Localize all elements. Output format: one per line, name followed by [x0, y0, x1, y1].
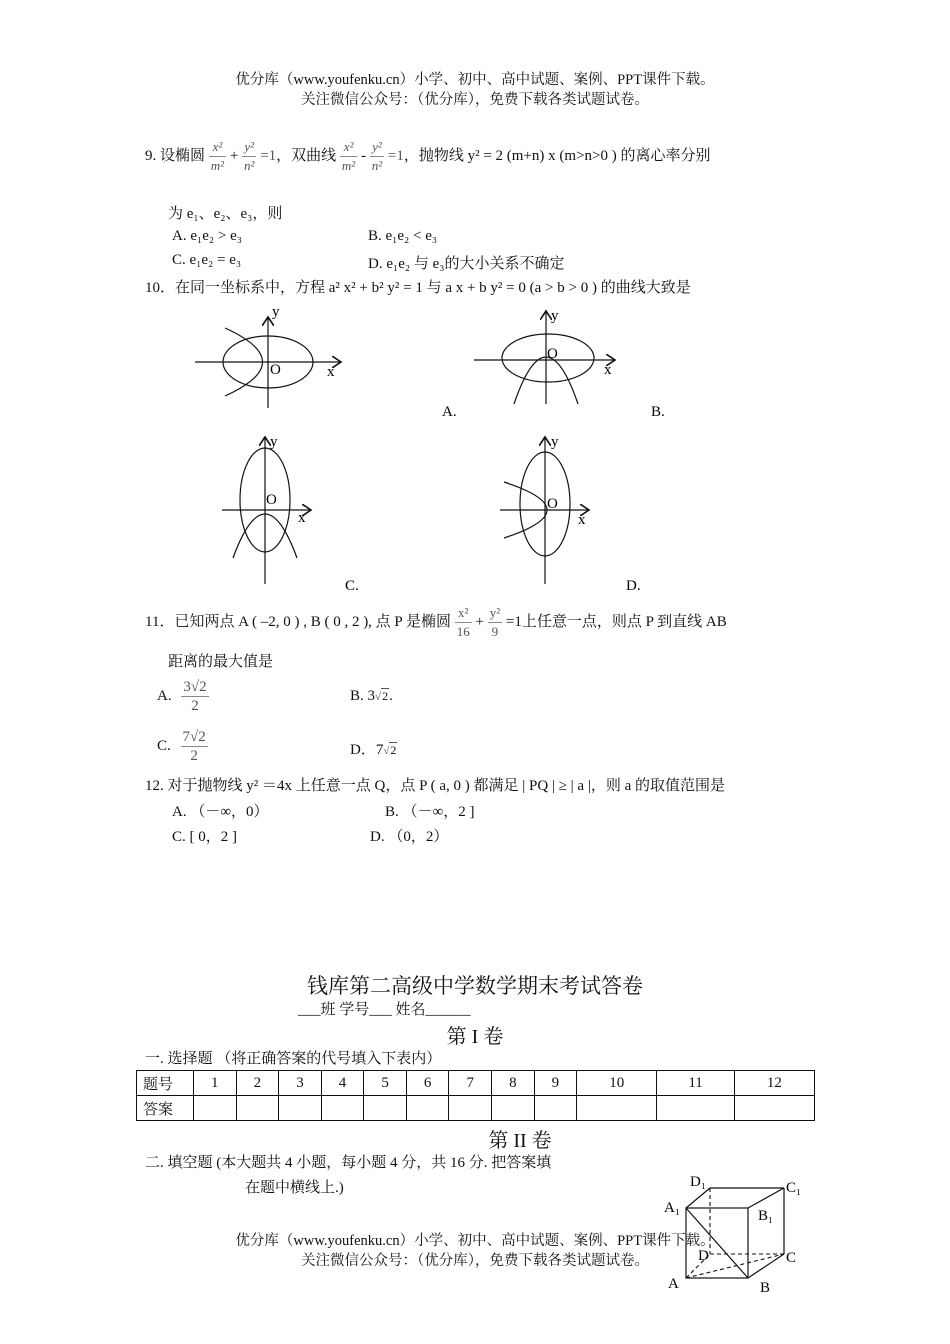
table-cell: 7	[449, 1071, 492, 1096]
q11-eq: =1	[505, 613, 522, 630]
q10-b-x-label: x	[604, 362, 612, 378]
q11-f1-den: 16	[456, 624, 470, 639]
q9-f2-den: n²	[244, 158, 255, 173]
cube-label-b1: B₁	[758, 1208, 774, 1224]
q11-option-a	[157, 678, 209, 715]
q10-c-x-label: x	[298, 510, 306, 526]
q9-minus: -	[360, 147, 366, 164]
answer-cell[interactable]	[734, 1096, 814, 1121]
table-cell: 1	[194, 1071, 237, 1096]
q12-option-b: B. （－∞，2 ]	[385, 804, 475, 820]
q10-a-y-label: y	[272, 304, 280, 320]
q10-d-origin: O	[547, 496, 558, 512]
q10-a-origin: O	[270, 362, 281, 378]
part-1-heading: 第 I 卷	[446, 1026, 504, 1048]
table-cell: 10	[577, 1071, 657, 1096]
q10-label-a: A.	[442, 404, 457, 420]
table-cell: 4	[321, 1071, 364, 1096]
answer-sheet-info: ___班 学号___ 姓名______	[298, 1002, 471, 1018]
q11-a-fraction	[181, 678, 208, 715]
q9-fraction-3	[340, 138, 357, 175]
q9-fraction-4	[370, 138, 384, 175]
q10-b-origin: O	[547, 346, 558, 362]
q9-option-d: D. e₁e₂ 与 e₃的大小关系不确定	[368, 256, 565, 272]
q11-text: 11．已知两点 A ( –2, 0 ) , B ( 0 , 2 ), 点 P 是椭圆	[145, 613, 451, 630]
q9-fraction-2	[242, 138, 256, 175]
q9-option-b: B. e₁e₂ < e₃	[368, 228, 438, 244]
q11-d-radicand: 2	[390, 743, 397, 757]
answer-cell[interactable]	[364, 1096, 407, 1121]
row-label-answer: 答案	[137, 1096, 194, 1121]
q10-d-x-label: x	[578, 512, 586, 528]
row-label-number: 题号	[137, 1071, 194, 1096]
table-row-answers	[137, 1096, 815, 1121]
part-2-heading: 第 II 卷	[488, 1130, 552, 1152]
q10-label-c: C.	[345, 578, 359, 594]
header-line-2: 关注微信公众号：（优分库），免费下载各类试题试卷。	[301, 92, 649, 108]
question-9-stem	[145, 138, 711, 175]
q11-c-label: C.	[157, 737, 171, 754]
q11-fraction-1	[455, 604, 472, 641]
answer-cell[interactable]	[194, 1096, 237, 1121]
table-cell: 9	[534, 1071, 577, 1096]
footer-line-1: 优分库（www.youfenku.cn）小学、初中、高中试题、案例、PPT课件下载。	[235, 1233, 715, 1249]
q11-suffix: 上任意一点，则点 P 到直线 AB	[521, 613, 727, 630]
q11-line-2: 距离的最大值是	[168, 654, 274, 670]
q10-graph-a	[195, 318, 340, 408]
answer-cell[interactable]	[279, 1096, 322, 1121]
q10-d-y-label: y	[551, 434, 559, 450]
table-cell: 12	[734, 1071, 814, 1096]
q10-graph-c	[222, 438, 310, 584]
question-11-stem	[145, 604, 727, 641]
q11-a-label: A.	[157, 687, 172, 704]
cube-label-c: C	[786, 1250, 797, 1266]
q9-prefix: 9. 设椭圆	[145, 147, 206, 164]
q9-f1-den: m²	[210, 158, 225, 173]
cube-label-d: D	[698, 1248, 709, 1264]
q11-plus: +	[475, 613, 484, 630]
footer-line-2: 关注微信公众号：（优分库），免费下载各类试题试卷。	[301, 1253, 649, 1269]
q11-a-num: 3√2	[183, 679, 207, 695]
cube-label-b: B	[760, 1280, 771, 1296]
q11-d-label: D．7	[350, 742, 384, 758]
answer-table	[136, 1070, 815, 1121]
q11-b-label: B. 3	[350, 688, 376, 704]
q9-eq1: =1	[260, 147, 277, 164]
table-row-numbers	[137, 1071, 815, 1096]
q11-c-num: 7√2	[182, 729, 206, 745]
cube-label-d1: D₁	[690, 1174, 707, 1190]
q9-line-2: 为 e₁、e₂、e₃，则	[168, 206, 283, 222]
q12-option-a: A. （－∞，0）	[172, 804, 269, 820]
answer-cell[interactable]	[534, 1096, 577, 1121]
q9-mid: ，双曲线	[276, 147, 337, 164]
cube-label-c1: C₁	[786, 1180, 802, 1196]
q11-c-den: 2	[190, 748, 198, 764]
q10-c-y-label: y	[270, 434, 278, 450]
answer-cell[interactable]	[406, 1096, 449, 1121]
q11-option-d: D．7√2	[350, 742, 397, 758]
q9-option-c: C. e₁e₂ = e₃	[172, 252, 242, 268]
q9-f1-num: x²	[209, 138, 226, 157]
q9-option-a: A. e₁e₂ > e₃	[172, 228, 242, 244]
q10-a-x-label: x	[327, 364, 335, 380]
answer-cell[interactable]	[321, 1096, 364, 1121]
q9-f3-den: m²	[341, 158, 356, 173]
q11-a-den: 2	[191, 698, 199, 714]
q12-option-c: C. [ 0，2 ]	[172, 829, 237, 845]
section-2-line-2: 在题中横线上.)	[245, 1180, 344, 1196]
answer-cell[interactable]	[492, 1096, 535, 1121]
q11-option-b: B. 3√2.	[350, 688, 393, 704]
q9-suffix: ，抛物线 y² = 2 (m+n) x (m>n>0 ) 的离心率分别	[403, 147, 711, 164]
table-cell: 3	[279, 1071, 322, 1096]
q9-eq2: =1	[387, 147, 404, 164]
q9-fraction-1	[209, 138, 226, 175]
question-12-stem: 12. 对于抛物线 y² ＝4x 上任意一点 Q，点 P ( a, 0 ) 都满足 | PQ | ≥ | a |，则 a 的取值范围是	[145, 778, 726, 794]
table-cell: 8	[492, 1071, 535, 1096]
table-cell: 11	[657, 1071, 734, 1096]
section-1-heading: 一. 选择题 （将正确答案的代号填入下表内）	[145, 1051, 442, 1067]
q9-f4-den: n²	[371, 158, 383, 173]
answer-sheet-title: 钱库第二高级中学数学期末考试答卷	[307, 974, 643, 998]
q10-b-y-label: y	[551, 308, 559, 324]
answer-cell[interactable]	[236, 1096, 279, 1121]
question-10-stem: 10．在同一坐标系中，方程 a² x² + b² y² = 1 与 a x + b y² = 0 (a > b > 0 ) 的曲线大致是	[145, 280, 691, 296]
q10-label-d: D.	[626, 578, 641, 594]
q10-label-b: B.	[651, 404, 665, 420]
q10-graph-d	[500, 438, 588, 584]
q9-f3-num: x²	[340, 138, 357, 157]
q10-graph-b	[474, 312, 614, 404]
table-cell: 2	[236, 1071, 279, 1096]
cube-label-a1: A₁	[664, 1200, 681, 1216]
answer-cell[interactable]	[449, 1096, 492, 1121]
q11-b-radicand: 2	[382, 689, 389, 703]
q11-f2-den: 9	[491, 624, 499, 639]
q10-c-origin: O	[266, 492, 277, 508]
q11-c-fraction	[181, 728, 208, 765]
q12-option-d: D. （0，2）	[370, 829, 449, 845]
section-2-heading: 二. 填空题 (本大题共 4 小题，每小题 4 分，共 16 分. 把答案填	[145, 1155, 552, 1171]
q11-f1-num: x²	[455, 604, 472, 623]
q11-option-c	[157, 728, 208, 765]
cube-label-a: A	[668, 1276, 679, 1292]
table-cell: 5	[364, 1071, 407, 1096]
header-line-1: 优分库（www.youfenku.cn）小学、初中、高中试题、案例、PPT课件下载。	[235, 72, 715, 88]
table-cell: 6	[406, 1071, 449, 1096]
q11-fraction-2	[488, 604, 502, 641]
answer-cell[interactable]	[577, 1096, 657, 1121]
q10-graphs	[0, 300, 950, 600]
q9-f2-num: y²	[242, 138, 256, 157]
q11-b-end: .	[389, 688, 393, 704]
q9-plus: +	[229, 147, 239, 164]
answer-cell[interactable]	[657, 1096, 734, 1121]
q9-f4-num: y²	[370, 138, 384, 157]
q11-f2-num: y²	[488, 604, 502, 623]
